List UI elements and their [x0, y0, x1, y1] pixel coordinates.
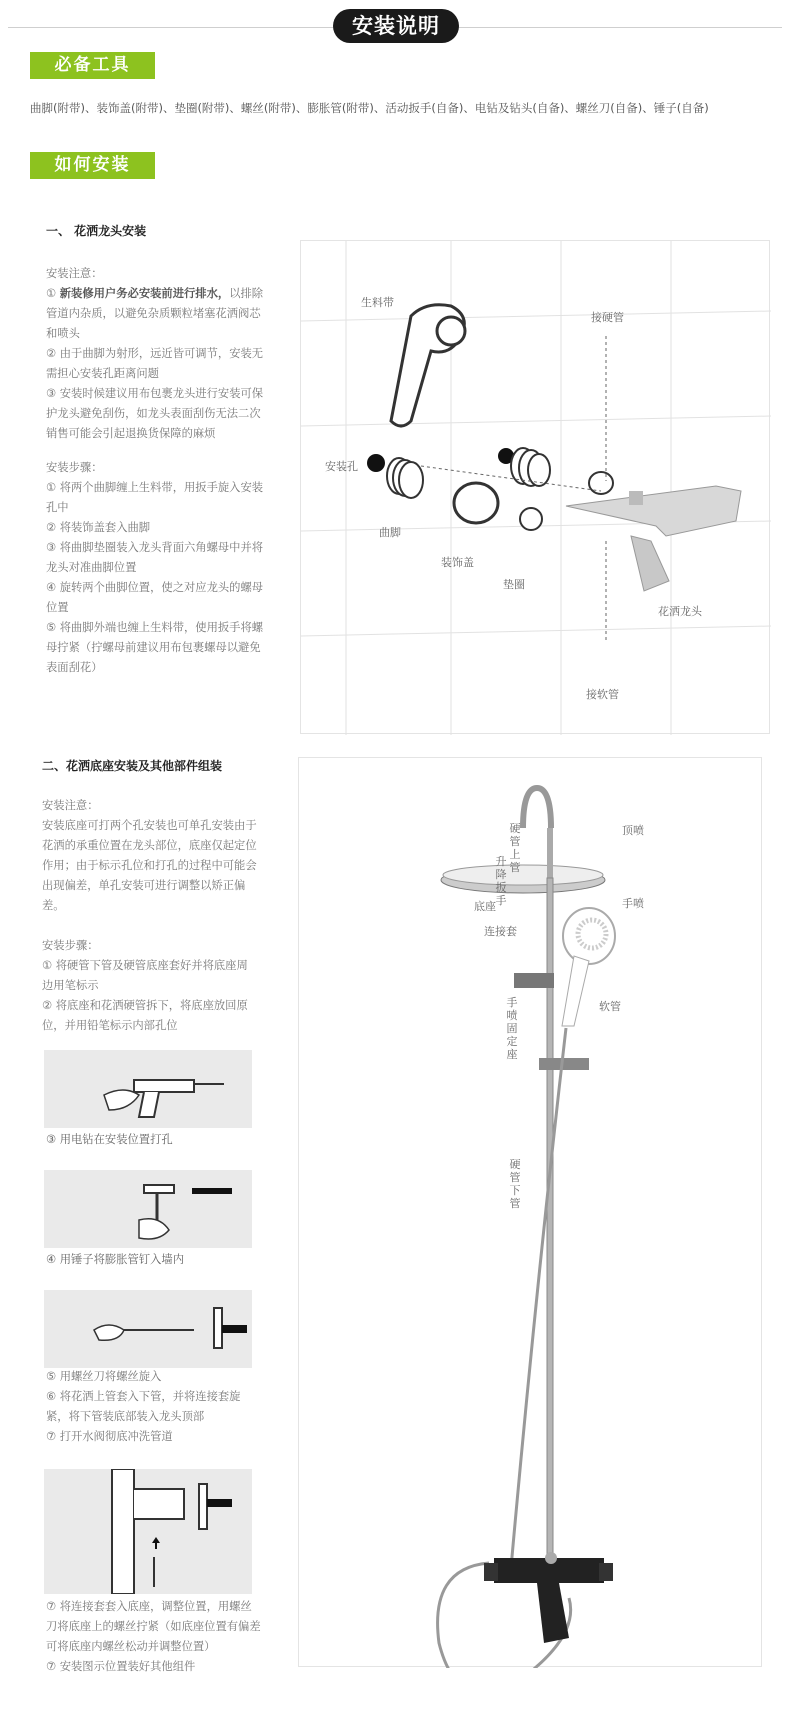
part1-title: 一、 花洒龙头安装: [46, 224, 147, 238]
label-connector: 连接套: [484, 925, 517, 938]
label-hose: 软管: [599, 1000, 621, 1013]
step-4: ④ 用锤子将膨胀管钉入墙内: [46, 1253, 184, 1266]
label-tape: 生料带: [361, 296, 394, 309]
faucet-icon: [566, 486, 741, 591]
label-base: 底座: [474, 900, 496, 913]
label-faucet: 花洒龙头: [658, 605, 702, 618]
label-holder: 手喷固定座: [506, 996, 518, 1061]
label-top-spray: 顶喷: [622, 824, 644, 837]
step-5: ⑤ 将曲脚外端也缠上生料带，使用扳手将螺母拧紧（拧螺母前建议用布包裹螺母以避免表面刮花）: [46, 621, 264, 674]
steps-5-7: [46, 1367, 261, 1447]
label-upper-pipe: 硬管上管: [509, 822, 521, 874]
note-2: ② 由于曲脚为射形，远近皆可调节，安装无需担心安装孔距离问题: [46, 347, 264, 380]
label-gasket: 垫圈: [503, 578, 525, 591]
shower-diagram-graphic: [299, 758, 763, 1668]
steps-heading: 安装步骤：: [42, 939, 99, 952]
hammer-icon: [144, 1185, 174, 1193]
bracket-icon: [214, 1308, 222, 1348]
faucet-diagram-graphic: [301, 241, 771, 735]
anchor-icon: [192, 1188, 232, 1194]
shower-diagram: [298, 757, 762, 1667]
part2-title: 二、花洒底座安装及其他部件组装: [42, 759, 223, 773]
step-8: ⑦ 将连接套套入底座，调整位置，用螺丝刀将底座上的螺丝拧紧（如底座位置有偏差可将底座内螺丝松动并调整位置）: [46, 1600, 261, 1653]
part2-notes: [42, 796, 257, 916]
label-hand-spray: 手喷: [622, 897, 644, 910]
drill-image: [44, 1050, 252, 1128]
pipe-icon: [112, 1469, 134, 1594]
tools-list: 曲脚(附带)、装饰盖(附带)、垫圈(附带)、螺丝(附带)、膨胀管(附带)、活动扳手(自备)、电钻及钻头(自备)、螺丝刀(自备)、锤子(自备): [30, 101, 709, 115]
step-9: ⑦ 安装图示位置装好其他组件: [46, 1660, 196, 1673]
screwdriver-image: [44, 1290, 252, 1368]
hammer-image: [44, 1170, 252, 1248]
mixer-icon: [484, 1552, 613, 1643]
step-3: ③ 用电钻在安装位置打孔: [46, 1133, 173, 1146]
part1-steps: [46, 458, 271, 678]
step-2: ② 将底座和花洒硬管拆下，将底座放回原位，并用铅笔标示内部孔位: [42, 999, 248, 1032]
connector-icon: [514, 973, 554, 988]
cover-icon: [454, 483, 498, 523]
elbow-left-icon: [387, 458, 423, 498]
hand-icon: [94, 1325, 124, 1340]
step-2: ② 将装饰盖套入曲脚: [46, 521, 151, 534]
label-elbow: 曲脚: [379, 526, 401, 539]
part1-notes: [46, 264, 271, 444]
note-1: ① 新装修用户务必安装前进行排水，以排除管道内杂质，以避免杂质颗粒堵塞花洒阀芯和喷头: [46, 287, 264, 340]
how-to-install-tag: 如何安装: [30, 152, 155, 179]
hand-icon: [139, 1219, 169, 1239]
step-7: ⑦ 打开水阀彻底冲洗管道: [46, 1430, 173, 1443]
part2-steps-top: [42, 936, 257, 1036]
step-4: ④ 旋转两个曲脚位置，使之对应龙头的螺母位置: [46, 581, 264, 614]
hand-icon: [104, 1090, 139, 1110]
final-steps: [46, 1597, 261, 1677]
elbow-right-icon: [511, 448, 550, 486]
gooseneck-icon: [523, 788, 551, 828]
steps-heading: 安装步骤：: [46, 461, 103, 474]
notes-heading: 安装注意：: [46, 267, 103, 280]
connector-image: [44, 1469, 252, 1594]
holder-icon: [539, 1058, 589, 1070]
step-1: ① 将硬管下管及硬管底座套好并将底座周边用笔标示: [42, 959, 248, 992]
note-3: ③ 安装时候建议用布包裹龙头进行安装可保护龙头避免刮伤，如龙头表面刮伤无法二次销售可能会引起退换货保障的麻烦: [46, 387, 264, 440]
hose-icon: [511, 1028, 566, 1568]
gasket-icon: [520, 508, 542, 530]
label-soft-pipe: 接软管: [586, 688, 619, 701]
notes-text: 安装底座可打两个孔安装也可单孔安装由于花洒的承重位置在龙头部位，底座仅起定位作用；由于标示孔位和打孔的过程中可能会出现偏差，单孔安装可进行调整以矫正偏差。: [42, 819, 257, 912]
label-cover: 装饰盖: [441, 556, 474, 569]
tape-icon: [391, 305, 465, 426]
label-lower-pipe: 硬管下管: [509, 1158, 521, 1210]
base-icon: [134, 1489, 184, 1519]
step-6: ⑥ 将花洒上管套入下管，并将连接套旋紧，将下管装底部装入龙头顶部: [46, 1390, 241, 1423]
tools-tag: 必备工具: [30, 52, 155, 79]
label-hole: 安装孔: [325, 460, 358, 473]
step-3: ③ 将曲脚垫圈装入龙头背面六角螺母中并将龙头对准曲脚位置: [46, 541, 264, 574]
notes-heading: 安装注意：: [42, 799, 99, 812]
step-1: ① 将两个曲脚缠上生料带，用扳手旋入安装孔中: [46, 481, 264, 514]
drill-icon: [134, 1080, 194, 1092]
page-title: 安装说明: [333, 9, 459, 43]
step-5: ⑤ 用螺丝刀将螺丝旋入: [46, 1370, 162, 1383]
label-hard-pipe: 接硬管: [591, 311, 624, 324]
label-wrench: 升降扳手: [495, 855, 507, 907]
faucet-diagram: [300, 240, 770, 734]
hole-left-icon: [367, 454, 385, 472]
